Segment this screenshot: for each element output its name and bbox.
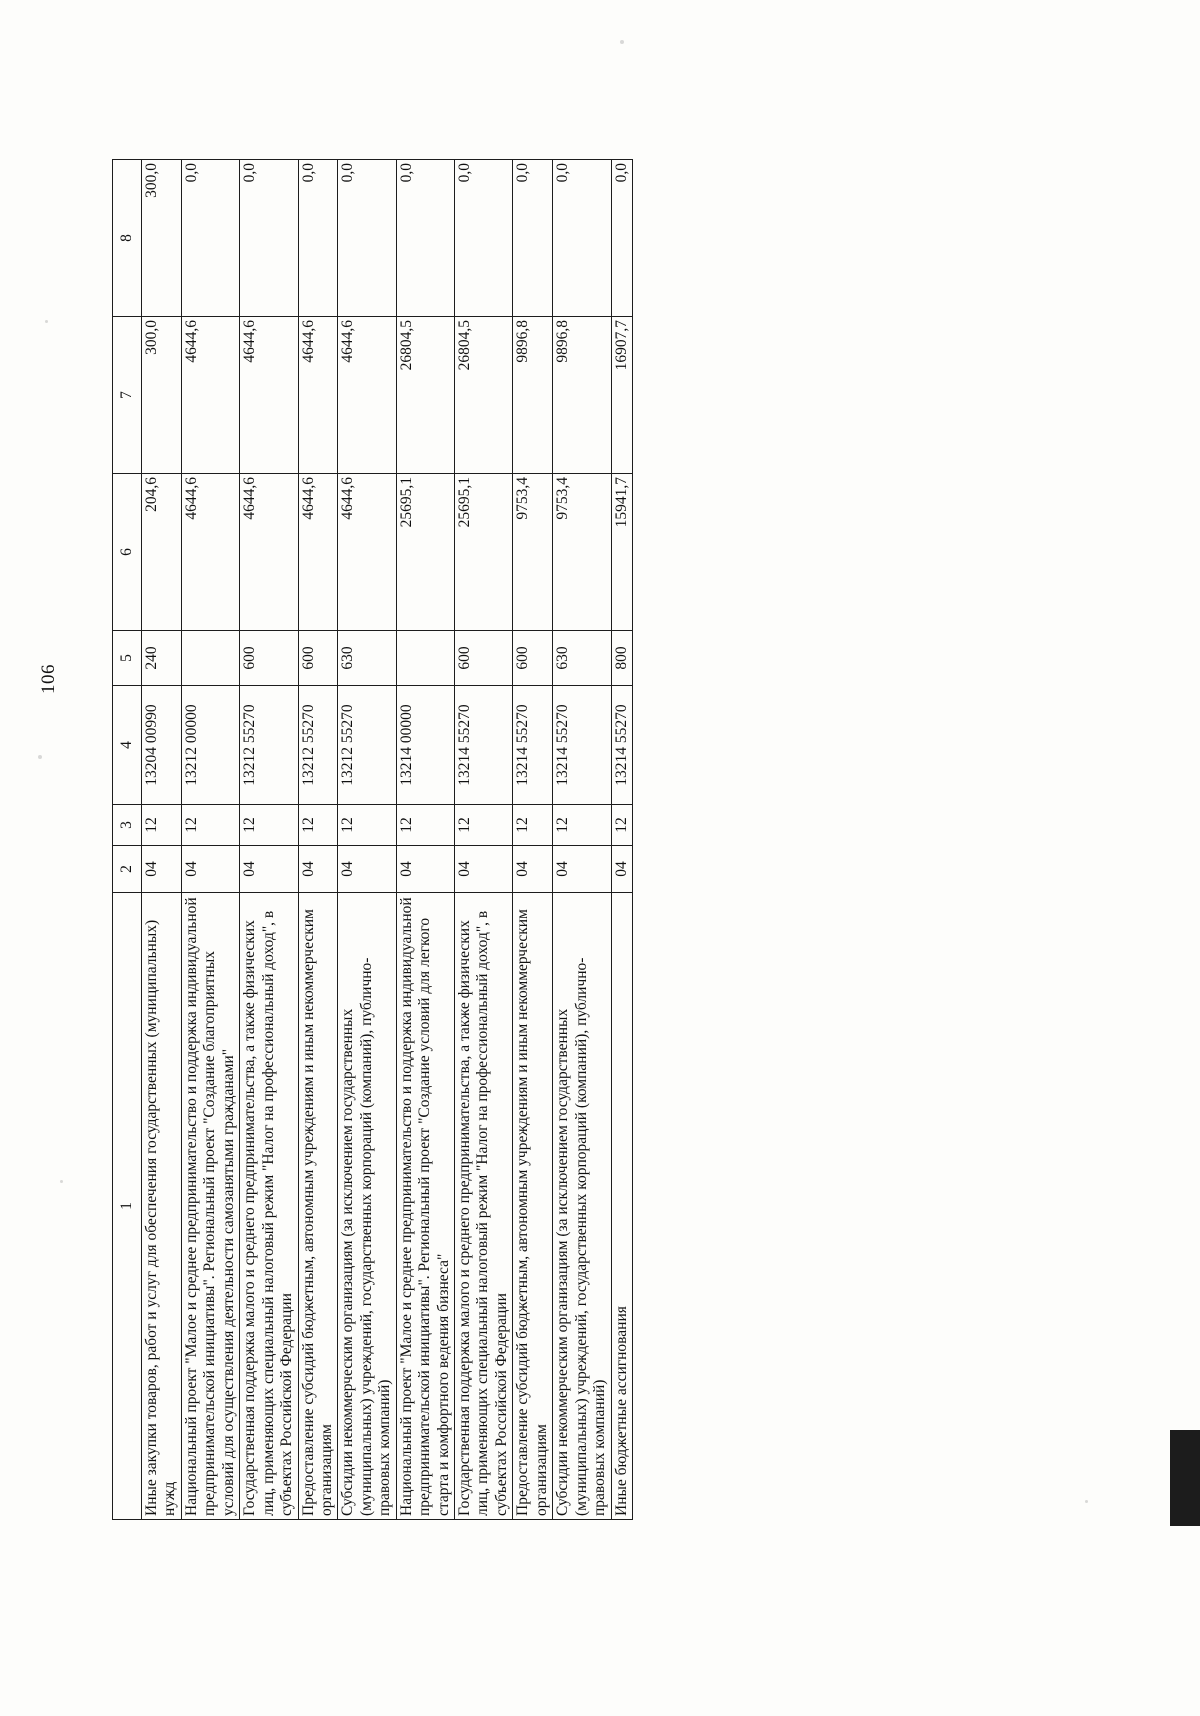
table-row [338,160,396,1520]
column-header-2: 2 [113,846,142,893]
row-amount-2025: 4644,6 [298,317,338,474]
column-header-7: 7 [113,317,142,474]
table-row [181,160,239,1520]
table-row [611,160,632,1520]
row-section: 04 [240,846,298,893]
row-target-code: 13214 00000 [396,686,454,805]
row-section: 04 [142,846,182,893]
table-row [513,160,553,1520]
row-name: Иные закупки товаров, работ и услуг для обеспечения государственных (муниципальных) нужд [142,893,182,1520]
row-amount-2026: 0,0 [513,160,553,317]
row-section: 04 [298,846,338,893]
row-expense-type: 600 [298,631,338,686]
row-amount-2024: 25695,1 [455,474,513,631]
row-expense-type: 600 [240,631,298,686]
row-expense-type: 630 [553,631,611,686]
row-name: Государственная поддержка малого и среднего предпринимательства, а также физических лиц, применяющих специальный налоговый режим "Налог на профессиональный доход", в субъектах Российской Федерации [455,893,513,1520]
column-header-6: 6 [113,474,142,631]
row-section: 04 [455,846,513,893]
row-subsection: 12 [240,805,298,846]
row-amount-2026: 0,0 [181,160,239,317]
row-name: Государственная поддержка малого и среднего предпринимательства, а также физических лиц, применяющих специальный налоговый режим "Налог на профессиональный доход", в субъектах Российской Федерации [240,893,298,1520]
row-amount-2025: 4644,6 [338,317,396,474]
row-subsection: 12 [513,805,553,846]
row-amount-2026: 300,0 [142,160,182,317]
row-expense-type: 600 [513,631,553,686]
table-row [298,160,338,1520]
row-name: Национальный проект "Малое и среднее предпринимательство и поддержка индивидуальной предпринимательской инициативы". Региональный проект "Создание благоприятных условий для осуществления деятельности самозанятыми гражданами" [181,893,239,1520]
row-section: 04 [513,846,553,893]
row-section: 04 [338,846,396,893]
row-expense-type: 600 [455,631,513,686]
row-section: 04 [611,846,632,893]
row-amount-2024: 9753,4 [513,474,553,631]
row-amount-2024: 4644,6 [240,474,298,631]
row-amount-2025: 300,0 [142,317,182,474]
row-amount-2026: 0,0 [396,160,454,317]
row-amount-2026: 0,0 [611,160,632,317]
row-subsection: 12 [553,805,611,846]
row-target-code: 13214 55270 [513,686,553,805]
row-amount-2025: 9896,8 [513,317,553,474]
row-amount-2026: 0,0 [338,160,396,317]
row-expense-type [181,631,239,686]
row-amount-2025: 4644,6 [181,317,239,474]
row-target-code: 13212 55270 [338,686,396,805]
table-row [396,160,454,1520]
row-amount-2026: 0,0 [240,160,298,317]
row-expense-type: 800 [611,631,632,686]
table-row [142,160,182,1520]
column-header-4: 4 [113,686,142,805]
row-section: 04 [396,846,454,893]
table-header-row [113,160,142,1520]
table-row [553,160,611,1520]
row-amount-2024: 25695,1 [396,474,454,631]
row-amount-2025: 16907,7 [611,317,632,474]
row-amount-2024: 204,6 [142,474,182,631]
row-subsection: 12 [611,805,632,846]
row-target-code: 13212 00000 [181,686,239,805]
row-subsection: 12 [338,805,396,846]
row-target-code: 13212 55270 [298,686,338,805]
table-row [240,160,298,1520]
column-header-5: 5 [113,631,142,686]
row-name: Предоставление субсидий бюджетным, автономным учреждениям и иным некоммерческим организациям [298,893,338,1520]
table-row [455,160,513,1520]
row-section: 04 [181,846,239,893]
page-number: 106 [38,664,59,694]
row-expense-type: 240 [142,631,182,686]
row-amount-2025: 26804,5 [455,317,513,474]
row-subsection: 12 [455,805,513,846]
row-target-code: 13204 00990 [142,686,182,805]
row-amount-2026: 0,0 [298,160,338,317]
row-subsection: 12 [142,805,182,846]
row-expense-type [396,631,454,686]
row-amount-2024: 4644,6 [181,474,239,631]
column-header-3: 3 [113,805,142,846]
row-amount-2025: 26804,5 [396,317,454,474]
row-amount-2024: 4644,6 [298,474,338,631]
row-target-code: 13214 55270 [553,686,611,805]
row-name: Национальный проект "Малое и среднее предпринимательство и поддержка индивидуальной предпринимательской инициативы". Региональный проект "Создание условий для легкого старта и комфортного ведения бизнеса" [396,893,454,1520]
row-amount-2025: 4644,6 [240,317,298,474]
row-target-code: 13214 55270 [455,686,513,805]
row-amount-2024: 4644,6 [338,474,396,631]
row-amount-2025: 9896,8 [553,317,611,474]
row-expense-type: 630 [338,631,396,686]
row-name: Предоставление субсидий бюджетным, автономным учреждениям и иным некоммерческим организациям [513,893,553,1520]
row-subsection: 12 [181,805,239,846]
row-name: Субсидии некоммерческим организациям (за исключением государственных (муниципальных) учреждений, государственных корпораций (компаний), публично-правовых компаний) [553,893,611,1520]
row-amount-2026: 0,0 [455,160,513,317]
row-amount-2024: 15941,7 [611,474,632,631]
row-section: 04 [553,846,611,893]
row-subsection: 12 [396,805,454,846]
row-name: Субсидии некоммерческим организациям (за исключением государственных (муниципальных) учреждений, государственных корпораций (компаний), публично-правовых компаний) [338,893,396,1520]
row-target-code: 13212 55270 [240,686,298,805]
table-body [113,160,633,1520]
column-header-8: 8 [113,160,142,317]
row-subsection: 12 [298,805,338,846]
row-name: Иные бюджетные ассигнования [611,893,632,1520]
row-target-code: 13214 55270 [611,686,632,805]
budget-allocations-table [112,159,633,1520]
row-amount-2024: 9753,4 [553,474,611,631]
column-header-name: 1 [113,893,142,1520]
row-amount-2026: 0,0 [553,160,611,317]
